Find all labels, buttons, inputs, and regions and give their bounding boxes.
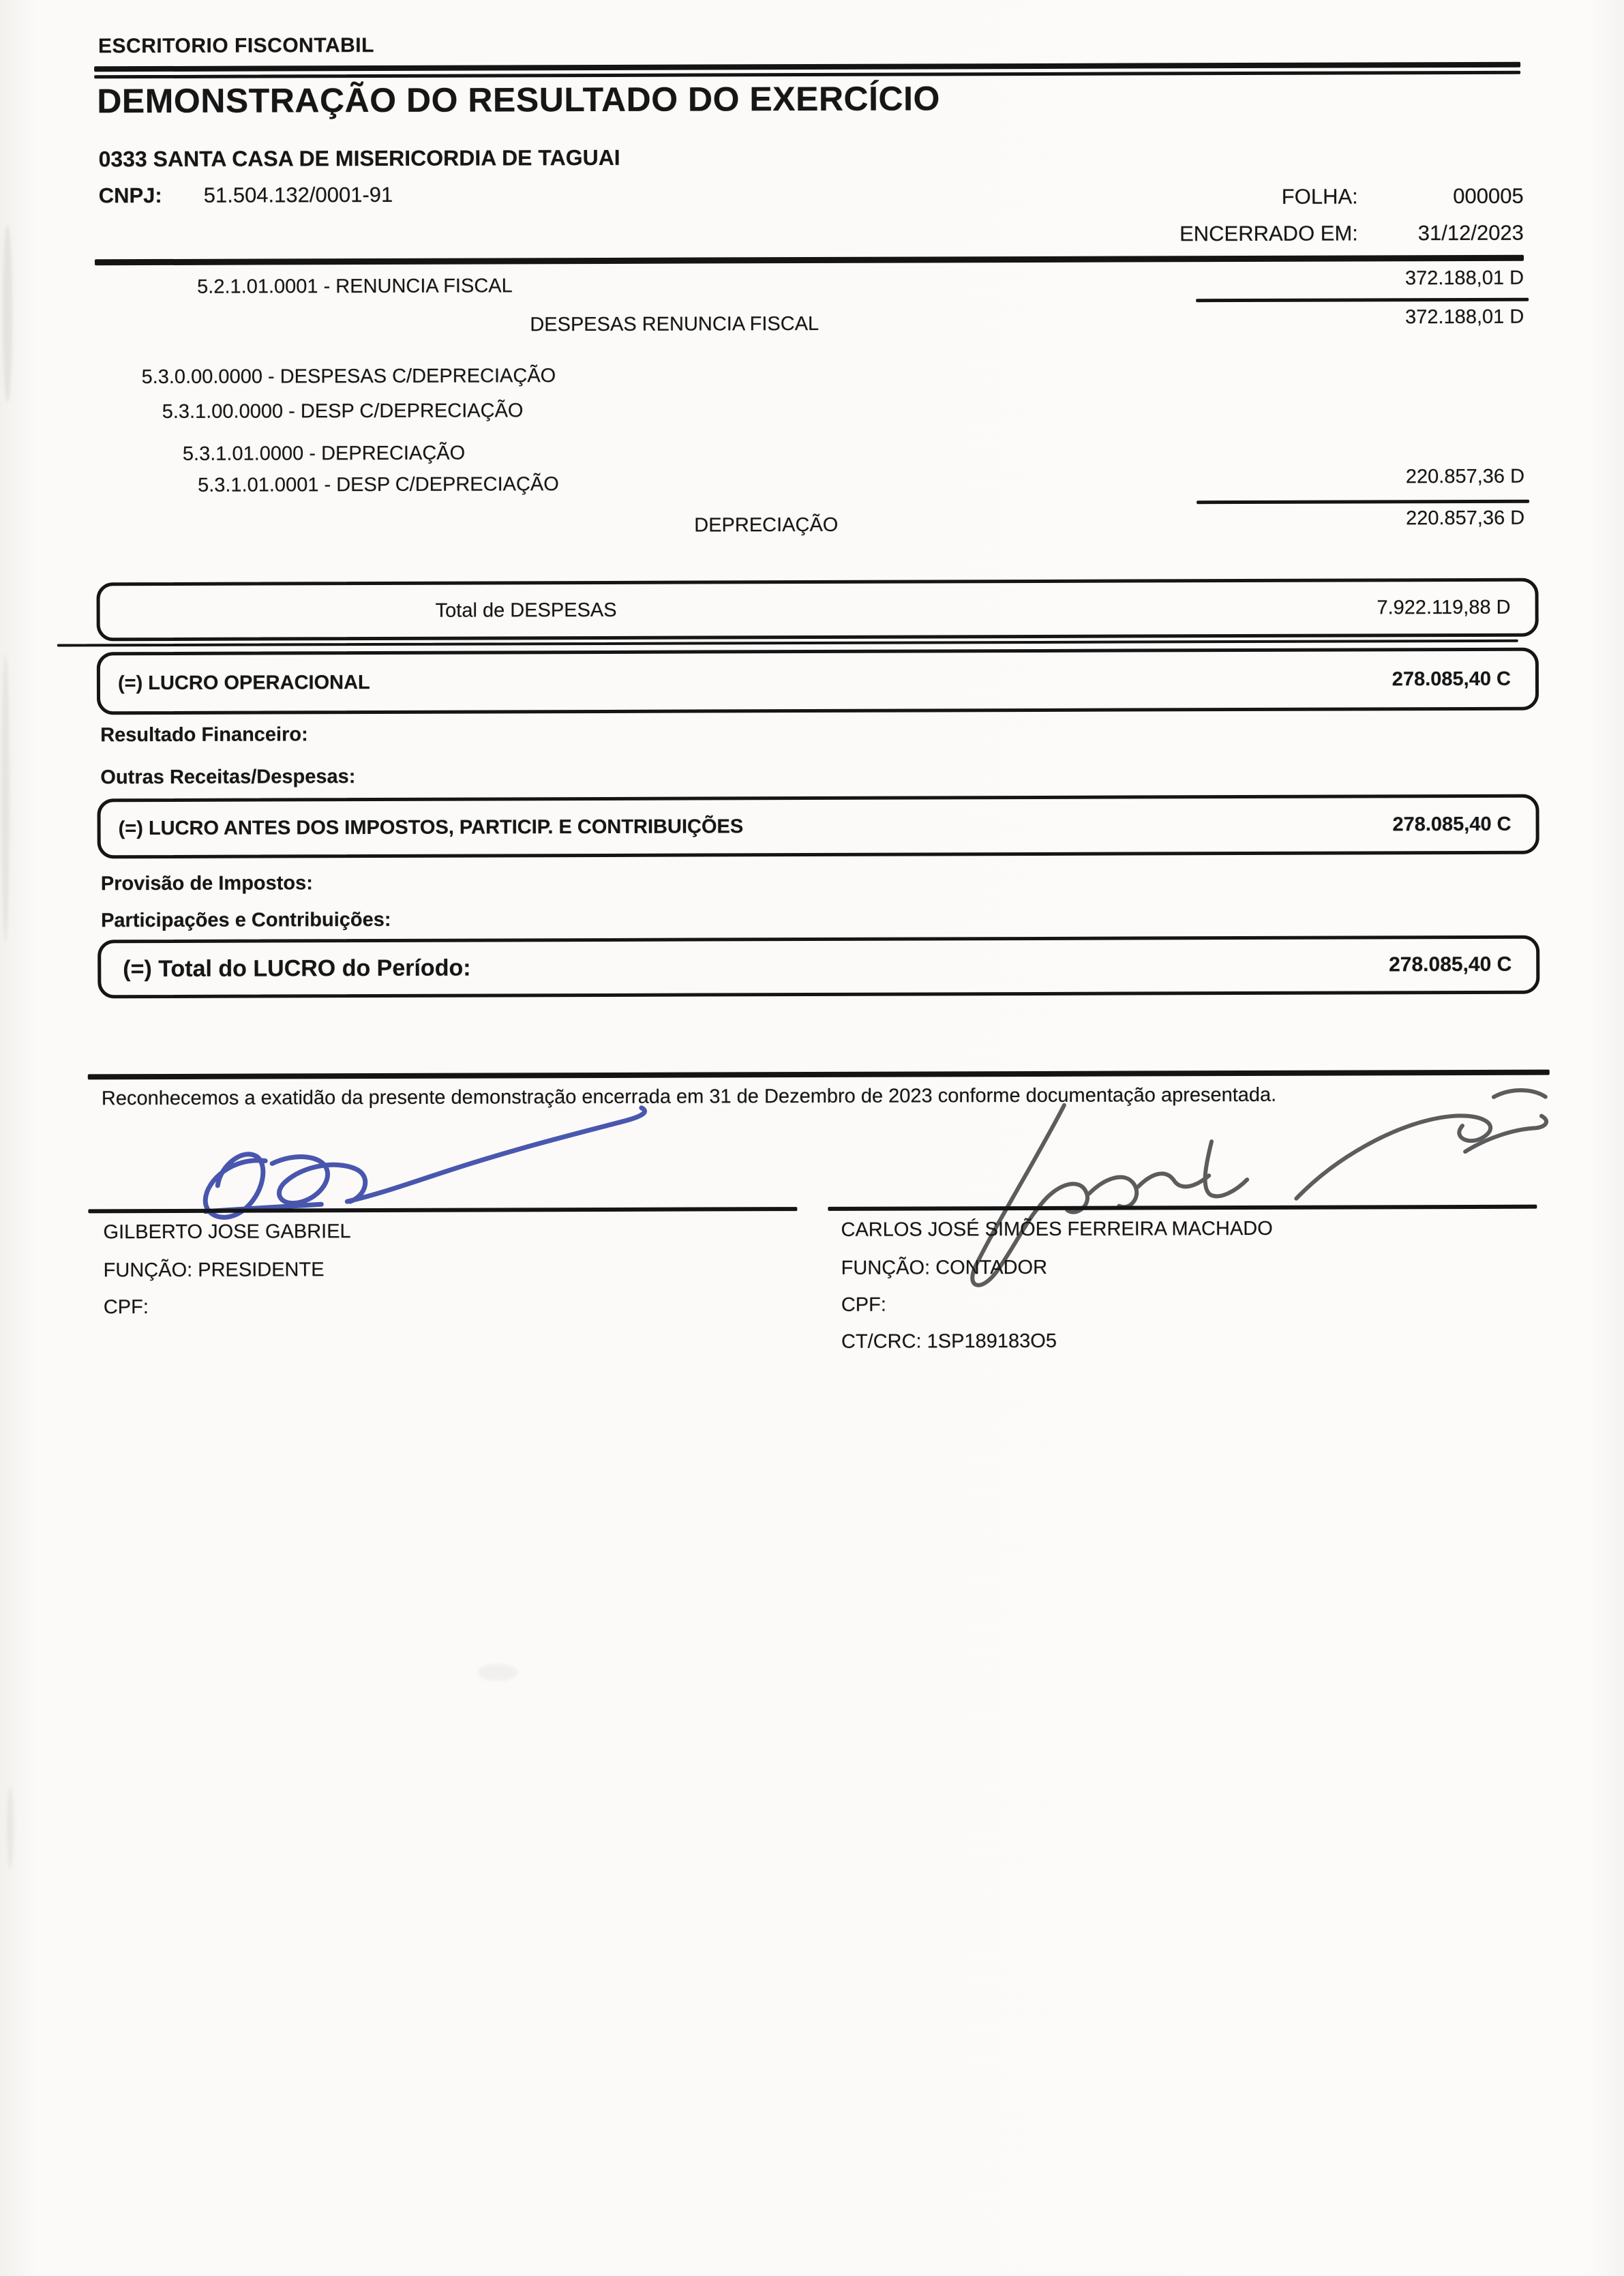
signer-crc: CT/CRC: 1SP189183O5 — [841, 1330, 1057, 1353]
subtotal-rule — [1196, 298, 1529, 303]
line-item-value: 372.188,01 D — [1404, 267, 1524, 290]
encerrado-value: 31/12/2023 — [1417, 220, 1524, 245]
header-double-rule-bottom — [94, 71, 1520, 79]
letterhead: ESCRITORIO FISCONTABIL — [97, 34, 374, 58]
folha-value: 000005 — [1453, 183, 1524, 209]
signer-role: FUNÇÃO: CONTADOR — [841, 1256, 1048, 1279]
total-despesas-label: Total de DESPESAS — [435, 599, 617, 622]
acknowledgement-text: Reconhecemos a exatidão da presente demonstração encerrada em 31 de Dezembro de 2023 conforme documentação apresentada. — [101, 1083, 1277, 1110]
total-despesas-value: 7.922.119,88 D — [1377, 596, 1511, 618]
company-name: 0333 SANTA CASA DE MISERICORDIA DE TAGUAI — [98, 145, 620, 172]
line-item-value: 372.188,01 D — [1405, 305, 1524, 329]
cnpj-value: 51.504.132/0001-91 — [203, 182, 393, 207]
line-item-label: 5.3.0.00.0000 - DESPESAS C/DEPRECIAÇÃO — [141, 365, 556, 389]
section-label-resultado-financeiro: Resultado Financeiro: — [100, 723, 308, 747]
header-thick-rule — [95, 255, 1524, 266]
signer-role: FUNÇÃO: PRESIDENTE — [103, 1259, 325, 1282]
section-label-outras-receitas: Outras Receitas/Despesas: — [100, 766, 356, 789]
line-item-value: 220.857,36 D — [1405, 465, 1525, 488]
signer-cpf: CPF: — [841, 1293, 886, 1316]
signer-name: GILBERTO JOSE GABRIEL — [103, 1221, 351, 1244]
section-label-participacoes: Participações e Contribuições: — [100, 908, 391, 932]
subtotal-rule — [1197, 500, 1529, 505]
lucro-operacional-value: 278.085,40 C — [1392, 668, 1511, 690]
page-title: DEMONSTRAÇÃO DO RESULTADO DO EXERCÍCIO — [97, 79, 940, 121]
signature-line-left — [88, 1207, 797, 1213]
lucro-antes-impostos-value: 278.085,40 C — [1392, 813, 1512, 835]
lucro-operacional-label: (=) LUCRO OPERACIONAL — [117, 671, 370, 694]
acknowledgement-rule — [88, 1070, 1550, 1080]
encerrado-label: ENCERRADO EM: — [1179, 221, 1358, 246]
total-lucro-periodo-value: 278.085,40 C — [1389, 953, 1512, 976]
line-item-label: 5.3.1.01.0000 - DEPRECIAÇÃO — [182, 442, 466, 465]
total-despesas-box — [96, 578, 1538, 642]
line-item-label: 5.2.1.01.0001 - RENUNCIA FISCAL — [197, 275, 513, 298]
line-item-label: 5.3.1.01.0001 - DESP C/DEPRECIAÇÃO — [197, 473, 559, 496]
line-item-label: DEPRECIAÇÃO — [694, 513, 839, 537]
header-double-rule-top — [94, 62, 1520, 72]
folha-label: FOLHA: — [1281, 184, 1358, 209]
line-item-label: 5.3.1.00.0000 - DESP C/DEPRECIAÇÃO — [162, 400, 524, 423]
section-label-provisao-impostos: Provisão de Impostos: — [100, 872, 313, 895]
total-lucro-periodo-box — [97, 935, 1539, 999]
signer-name: CARLOS JOSÉ SIMÕES FERREIRA MACHADO — [841, 1217, 1273, 1241]
lucro-antes-impostos-box — [97, 794, 1539, 859]
line-item-value: 220.857,36 D — [1405, 507, 1525, 530]
signer-cpf: CPF: — [103, 1296, 149, 1319]
lucro-operacional-box — [97, 648, 1539, 715]
total-lucro-periodo-label: (=) Total do LUCRO do Período: — [123, 955, 471, 982]
line-item-label: DESPESAS RENUNCIA FISCAL — [530, 312, 819, 336]
lucro-antes-impostos-label: (=) LUCRO ANTES DOS IMPOSTOS, PARTICIP. E CONTRIBUIÇÕES — [118, 815, 744, 839]
signature-line-right — [828, 1205, 1537, 1211]
cnpj-label: CNPJ: — [98, 183, 162, 208]
